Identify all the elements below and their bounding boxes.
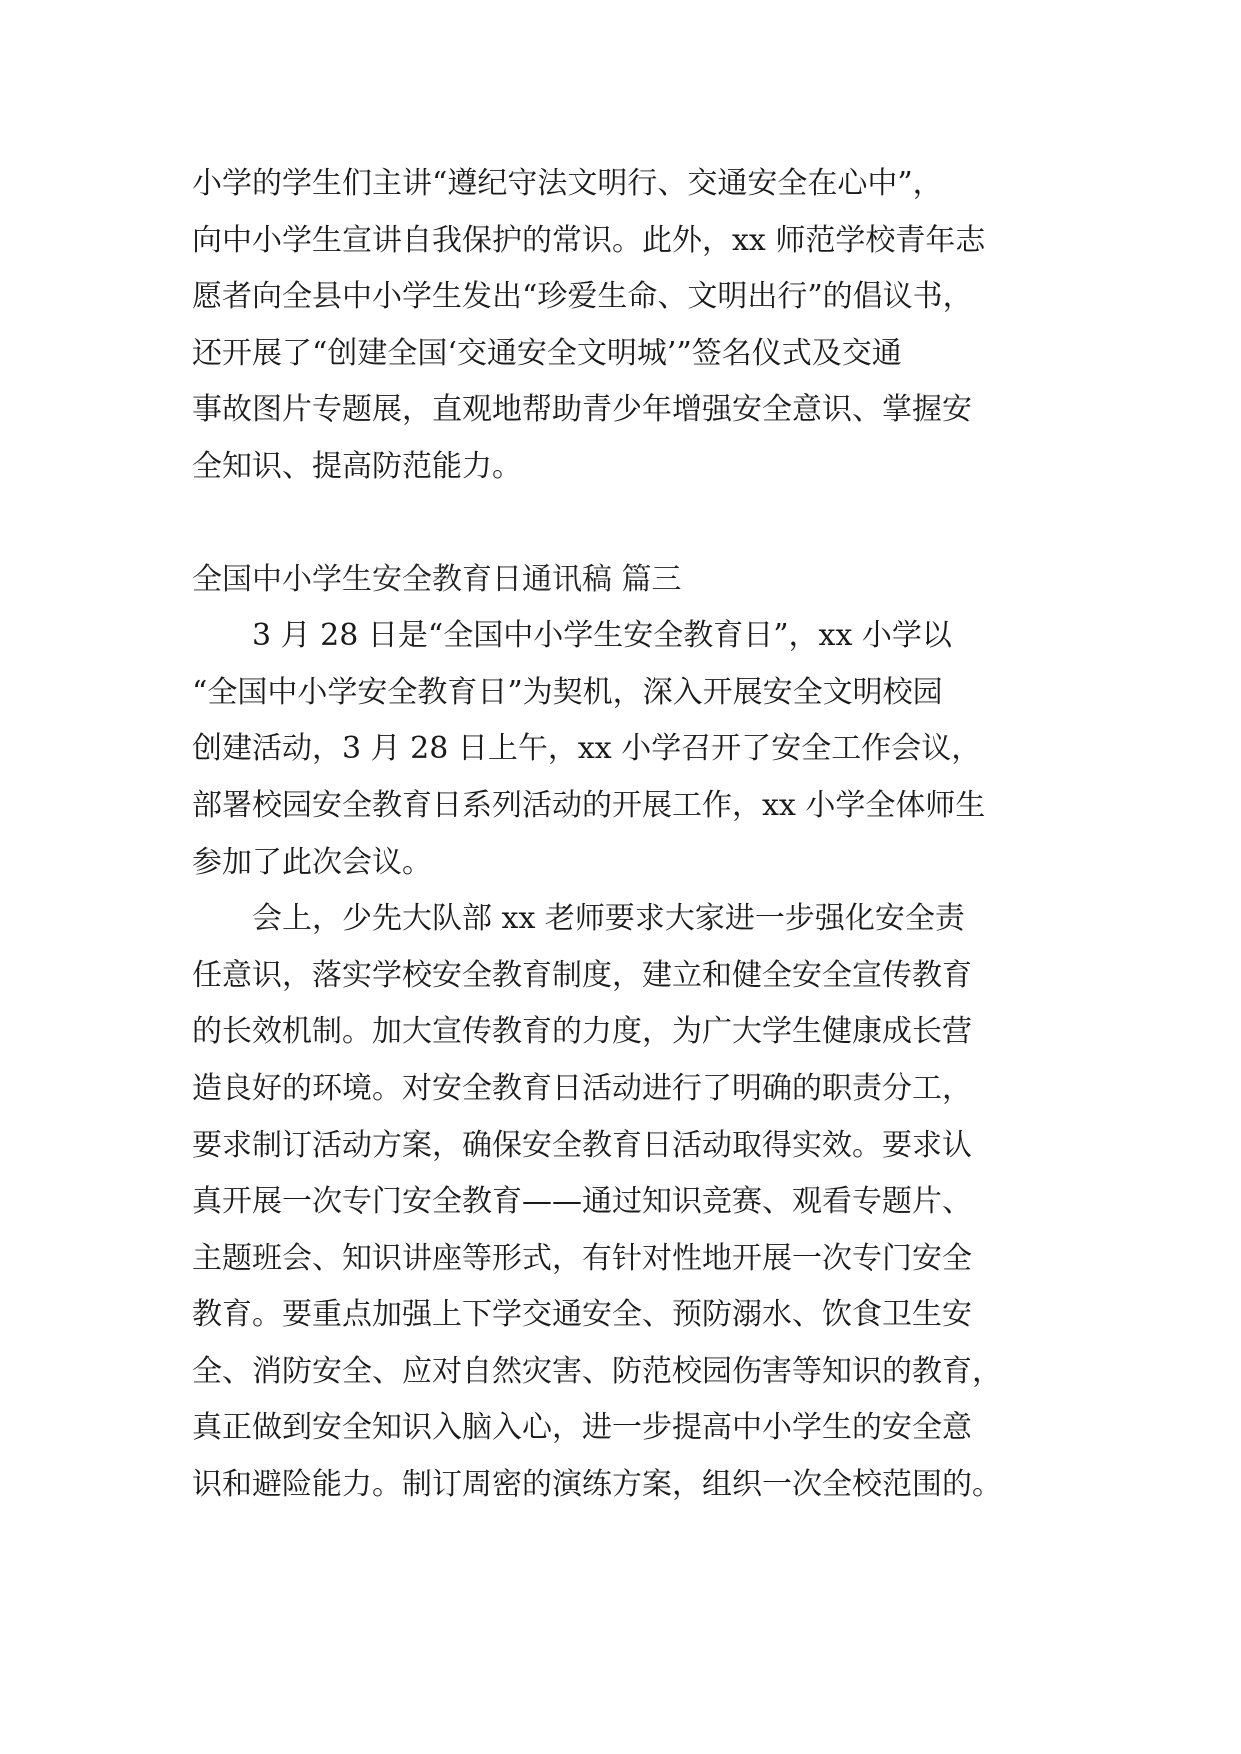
text-line: 主题班会、知识讲座等形式，有针对性地开展一次专门安全 [192, 1240, 972, 1276]
text-line: 要求制订活动方案，确保安全教育日活动取得实效。要求认 [192, 1127, 972, 1163]
text-line: 向中小学生宣讲自我保护的常识。此外，xx 师范学校青年志 [192, 222, 986, 258]
section-title: 全国中小学生安全教育日通讯稿 篇三 [192, 561, 682, 597]
text-line: 教育。要重点加强上下学交通安全、预防溺水、饮食卫生安 [192, 1297, 972, 1333]
text-line: 识和避险能力。制订周密的演练方案，组织一次全校范围的。 [192, 1467, 1002, 1503]
text-line: 造良好的环境。对安全教育日活动进行了明确的职责分工， [192, 1070, 972, 1106]
text-line: 全、消防安全、应对自然灾害、防范校园伤害等知识的教育， [192, 1353, 1002, 1389]
text-line: 创建活动，3 月 28 日上午，xx 小学召开了安全工作会议， [192, 731, 982, 767]
text-line: 任意识，落实学校安全教育制度，建立和健全安全宣传教育 [192, 957, 972, 993]
text-line: “全国中小学安全教育日”为契机，深入开展安全文明校园 [192, 674, 943, 710]
text-line: 全知识、提高防范能力。 [192, 448, 522, 484]
text-line: 会上，少先大队部 xx 老师要求大家进一步强化安全责 [252, 901, 965, 937]
text-line: 真正做到安全知识入脑入心，进一步提高中小学生的安全意 [192, 1410, 972, 1446]
text-line: 参加了此次会议。 [192, 844, 432, 880]
text-line: 真开展一次专门安全教育——通过知识竞赛、观看专题片、 [192, 1184, 972, 1220]
text-line: 3 月 28 日是“全国中小学生安全教育日”，xx 小学以 [252, 618, 952, 654]
document-body [192, 156, 1062, 1514]
paragraph-1 [192, 156, 1062, 496]
paragraph-3 [192, 891, 1062, 1514]
text-line: 事故图片专题展，直观地帮助青少年增强安全意识、掌握安 [192, 392, 972, 428]
text-line: 小学的学生们主讲“遵纪守法文明行、交通安全在心中”， [192, 166, 943, 201]
paragraph-2 [192, 608, 1062, 891]
text-line: 部署校园安全教育日系列活动的开展工作，xx 小学全体师生 [192, 787, 986, 823]
text-line: 愿者向全县中小学生发出“珍爱生命、文明出行”的倡议书， [192, 279, 973, 315]
text-line: 的长效机制。加大宣传教育的力度，为广大学生健康成长营 [192, 1014, 972, 1050]
text-line: 还开展了“创建全国‘交通安全文明城’”签名仪式及交通 [192, 335, 902, 371]
